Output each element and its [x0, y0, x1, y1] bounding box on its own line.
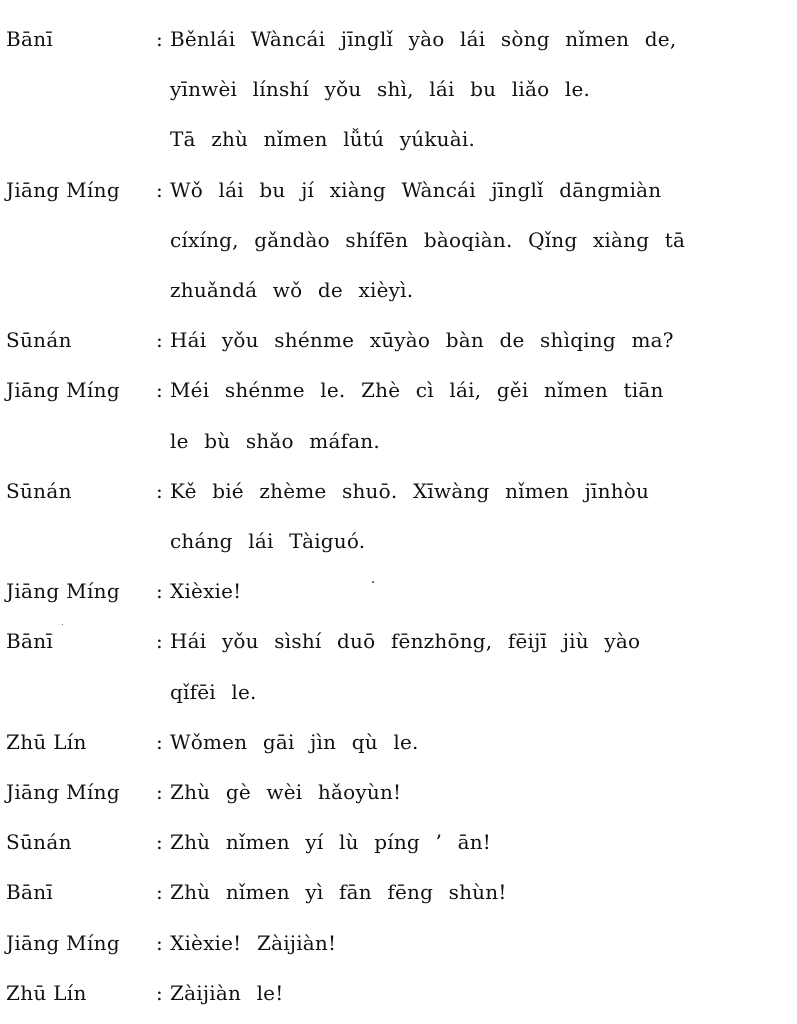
utterance [170, 767, 776, 817]
speaker-separator: : [156, 930, 163, 955]
dialogue-turn [6, 717, 776, 767]
utterance-line: Kě bié zhème shuō. Xīwàng nǐmen jīnhòu [170, 478, 650, 503]
utterance-line: Zhù nǐmen yì fān fēng shùn! [170, 880, 507, 905]
dialogue-turn [6, 918, 776, 968]
speaker-separator: : [156, 328, 163, 353]
utterance-line: zhuǎndá wǒ de xièyì. [170, 278, 414, 303]
utterance [170, 616, 776, 716]
dialogue-turn [6, 165, 776, 316]
utterance-line: Zhù nǐmen yí lù píng ’ ān! [170, 830, 492, 855]
utterance-line: cháng lái Tàiguó. [170, 529, 366, 554]
speaker-separator: : [156, 579, 163, 604]
speaker-name: Sūnán [6, 830, 72, 855]
speaker-name: Jiāng Míng [6, 780, 120, 805]
speaker-name: Bānī [6, 629, 54, 654]
utterance [170, 867, 776, 917]
dialogue-turn [6, 466, 776, 566]
speaker-separator: : [156, 980, 163, 1005]
speaker-name: Jiāng Míng [6, 930, 120, 955]
speaker-name: Bānī [6, 880, 54, 905]
speaker-separator: : [156, 880, 163, 905]
utterance [170, 717, 776, 767]
scan-speck [372, 581, 374, 583]
utterance-line: Běnlái Wàncái jīnglǐ yào lái sòng nǐmen de, [170, 27, 677, 51]
utterance [170, 365, 776, 465]
utterance [170, 817, 776, 867]
dialogue-turn [6, 315, 776, 365]
utterance-line: Hái yǒu sìshí duō fēnzhōng, fēijī jiù yào [170, 629, 641, 654]
utterance-line: Wǒmen gāi jìn qù le. [170, 729, 419, 754]
speaker-separator: : [156, 177, 163, 202]
utterance [170, 968, 776, 1018]
speaker-name: Sūnán [6, 478, 72, 503]
dialogue-turn [6, 817, 776, 867]
utterance-line: Méi shénme le. Zhè cì lái, gěi nǐmen tiān [170, 378, 664, 403]
speaker-name: Zhū Lín [6, 729, 87, 754]
utterance-line: Tā zhù nǐmen lǚtú yúkuài. [170, 127, 476, 152]
utterance [170, 14, 776, 165]
utterance-line: cíxíng, gǎndào shífēn bàoqiàn. Qǐng xiàng tā [170, 227, 686, 252]
speaker-name: Zhū Lín [6, 980, 87, 1005]
utterance [170, 466, 776, 566]
utterance-line: Wǒ lái bu jí xiàng Wàncái jīnglǐ dāngmiàn [170, 177, 662, 202]
speaker-name: Jiāng Míng [6, 579, 120, 604]
utterance [170, 566, 776, 616]
utterance [170, 918, 776, 968]
speaker-separator: : [156, 830, 163, 855]
speaker-name: Jiāng Míng [6, 177, 120, 202]
speaker-separator: : [156, 729, 163, 754]
speaker-separator: : [156, 780, 163, 805]
speaker-separator: : [156, 378, 163, 403]
utterance-line: Xièxie! [170, 579, 242, 604]
dialogue-turn [6, 867, 776, 917]
utterance-line: Xièxie! Zàijiàn! [170, 930, 337, 955]
speaker-name: Bānī [6, 27, 54, 51]
speaker-separator: : [156, 478, 163, 503]
utterance-line: qǐfēi le. [170, 679, 257, 704]
dialogue-turn [6, 616, 776, 716]
dialogue-turn [6, 566, 776, 616]
speaker-name: Sūnán [6, 328, 72, 353]
utterance-line: Zàijiàn le! [170, 980, 284, 1005]
dialogue-turn [6, 14, 776, 165]
utterance-line: le bù shǎo máfan. [170, 428, 380, 453]
dialogue-turn [6, 365, 776, 465]
speaker-name: Jiāng Míng [6, 378, 120, 403]
speaker-separator: : [156, 629, 163, 654]
dialogue-list [6, 14, 776, 1018]
utterance [170, 165, 776, 316]
utterance [170, 315, 776, 365]
utterance-line: Zhù gè wèi hǎoyùn! [170, 780, 402, 805]
scan-speck [62, 624, 63, 625]
dialogue-turn [6, 968, 776, 1018]
utterance-line: Hái yǒu shénme xūyào bàn de shìqing ma? [170, 328, 674, 353]
dialogue-turn [6, 767, 776, 817]
speaker-separator: : [156, 27, 163, 51]
utterance-line: yīnwèi línshí yǒu shì, lái bu liǎo le. [170, 77, 591, 102]
